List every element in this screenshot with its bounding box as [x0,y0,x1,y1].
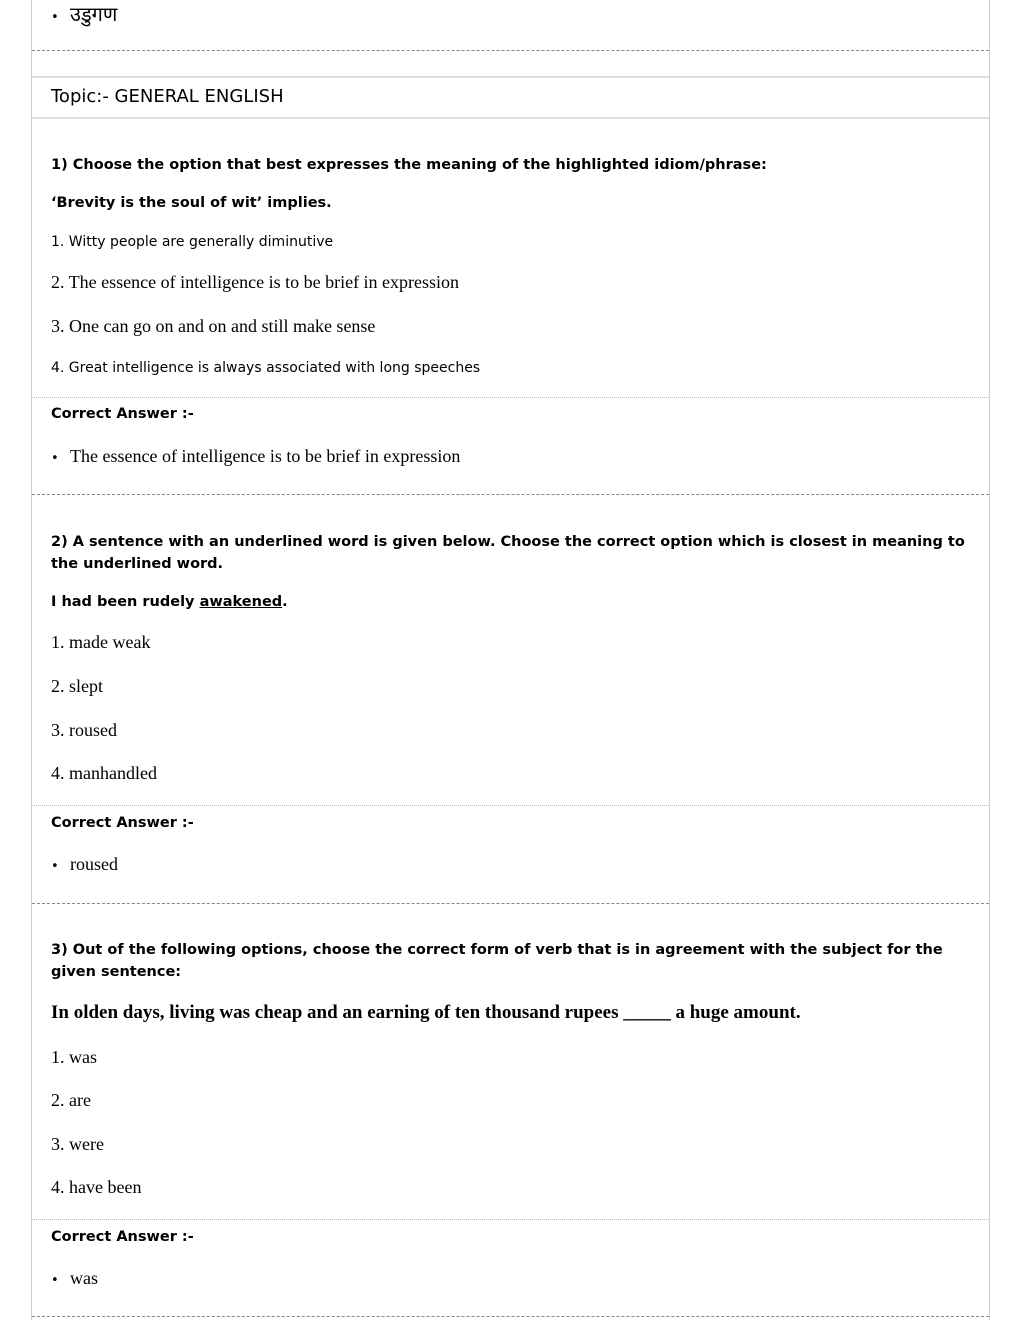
question-2-title: 2) A sentence with an underlined word is given below. Choose the correct option which is closest in meaning to the underlined word. [51,534,965,572]
question-1-option-2: 2. The essence of intelligence is to be brief in expression [51,272,460,292]
correct-answer-label: Correct Answer :- [51,1229,194,1245]
question-2-option-2: 2. slept [51,676,103,696]
underlined-word: awakened [199,594,283,610]
separator [32,50,989,51]
question-3-option-2: 2. are [51,1090,91,1110]
question-2-option-1: 1. made weak [51,632,151,652]
separator [32,1219,989,1220]
question-1-title: 1) Choose the option that best expresses the meaning of the highlighted idiom/phrase: [51,157,767,173]
question-3-sentence: In olden days, living was cheap and an earning of ten thousand rupees _____ a huge amount. [51,1002,801,1023]
correct-answer-label: Correct Answer :- [51,406,194,422]
previous-answer: • उडुगण [51,0,117,27]
question-3-option-1: 1. was [51,1047,97,1067]
document-frame [31,0,990,1320]
separator [32,494,989,495]
question-3-title: 3) Out of the following options, choose the correct form of verb that is in agreement with the subject for the given sentence: [51,942,943,980]
question-1-option-4: 4. Great intelligence is always associated with long speeches [51,360,481,376]
question-3-option-4: 4. have been [51,1177,142,1197]
correct-answer-label: Correct Answer :- [51,815,194,831]
question-2-option-4: 4. manhandled [51,763,157,783]
sentence-text: I had been rudely [51,594,200,610]
divider [32,117,989,119]
separator [32,805,989,806]
question-1-answer: • The essence of intelligence is to be brief in expression [51,446,460,467]
question-3-answer: • was [51,1268,98,1289]
separator [32,397,989,398]
sentence-end: . [282,594,288,610]
question-2-answer: • roused [51,854,118,875]
question-2-option-3: 3. roused [51,720,117,740]
question-1-option-1: 1. Witty people are generally diminutive [51,234,334,250]
divider [32,76,989,78]
separator [32,903,989,904]
question-2-sentence [51,594,288,610]
question-1-option-3: 3. One can go on and on and still make sense [51,316,376,336]
topic-heading: Topic:- GENERAL ENGLISH [51,86,284,107]
separator [32,1316,989,1317]
question-1-sentence: ‘Brevity is the soul of wit’ implies. [51,195,332,211]
question-3-option-3: 3. were [51,1134,104,1154]
